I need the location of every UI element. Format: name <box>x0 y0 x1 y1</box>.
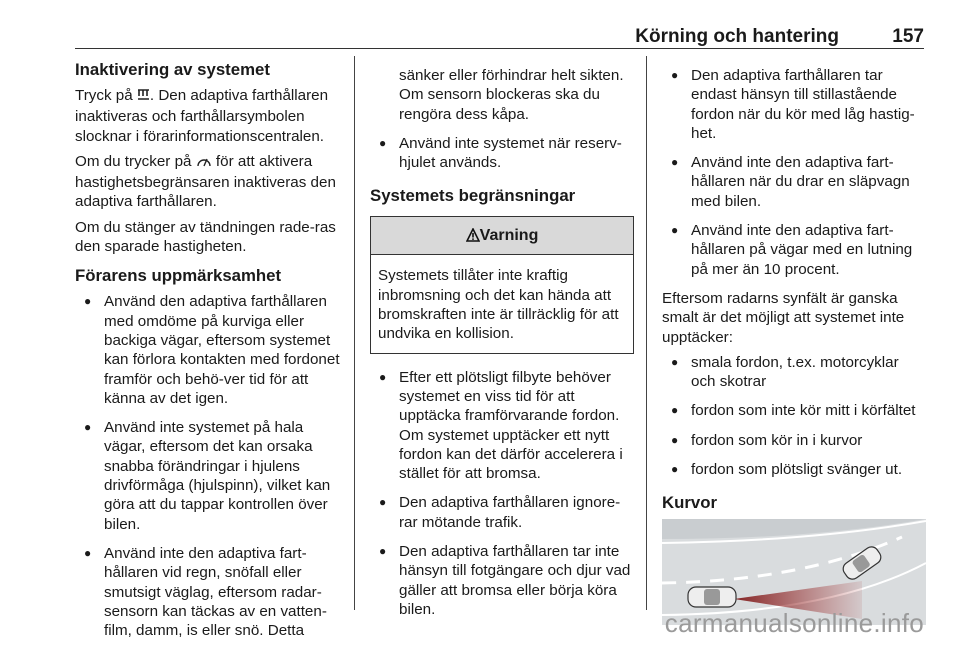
speed-limiter-icon <box>196 154 212 173</box>
list-item: ● Använd inte den adaptiva fart-hållaren när du drar en släpvagn med bilen. <box>662 153 926 211</box>
paragraph-speed-limiter: Om du trycker på för att aktivera hastighetsbegränsaren inaktiveras den adaptiva farthållaren. <box>75 152 336 211</box>
warning-triangle-icon <box>466 219 480 256</box>
list-item: ● Den adaptiva farthållaren tar inte hänsyn till fotgängare och djur vad gäller att bromsa eller börja köra bilen. <box>370 542 634 619</box>
list-item: ● Använd inte systemet när reserv-hjulet används. <box>370 134 634 173</box>
list-item: ● Efter ett plötsligt filbyte behöver systemet en viss tid för att upptäcka framförvarande fordon. Om systemet upptäcker ett nytt fordon kan det därför accelerera i stället för att bromsa. <box>370 368 634 484</box>
warning-box <box>370 216 634 353</box>
paragraph-ignition: Om du stänger av tändningen rade-ras den sparade hastigheten. <box>75 218 336 256</box>
heading-curves: Kurvor <box>662 493 718 513</box>
list-item: ● Använd inte den adaptiva fart-hållaren på vägar med en lutning på mer än 10 procent. <box>662 221 926 279</box>
column-divider-2 <box>646 56 647 610</box>
header-rule <box>75 48 924 49</box>
column-2 <box>370 66 634 629</box>
list-item-continued: sänker eller förhindrar helt sikten. Om sensorn blockeras ska du rengöra dess kåpa. <box>399 67 624 123</box>
own-car-icon <box>688 587 736 607</box>
attention-bullet-list <box>75 292 345 640</box>
warning-text: Systemets tillåter inte kraftig inbromsning och det kan hända att bromskraften inte är tillräcklig för att undvika en kollision. <box>378 267 619 343</box>
page-header <box>75 22 924 48</box>
cruise-cancel-icon <box>137 88 150 107</box>
heading-system-limits: Systemets begränsningar <box>370 186 576 206</box>
list-item: ● fordon som inte kör mitt i körfältet <box>662 401 926 420</box>
column-3 <box>662 66 926 625</box>
section-title: Körning och hantering <box>635 26 839 47</box>
list-item: ● Använd den adaptiva farthållaren med omdöme på kurviga eller backiga vägar, eftersom systemet kan förlora kontakten med fordonet framför och behö-ver tid för att känna av det igen. <box>75 292 345 408</box>
radar-bullet-list <box>662 353 926 479</box>
limits-bullet-list <box>370 368 634 620</box>
list-item: ● fordon som plötsligt svänger ut. <box>662 460 926 479</box>
list-item: ● Den adaptiva farthållaren ignore-rar mötande trafik. <box>370 493 634 532</box>
column-1 <box>75 60 345 650</box>
heading-driver-attention: Förarens uppmärksamhet <box>75 266 282 286</box>
list-item: ● fordon som kör in i kurvor <box>662 431 926 450</box>
list-item: ● Använd inte systemet på hala vägar, eftersom det kan orsaka snabba förändringar i hjulens drivförmåga (hjulspinn), vilket kan göra att du tappar kontrollen över bilen. <box>75 418 345 534</box>
column-divider-1 <box>354 56 355 610</box>
continued-bullet-list <box>370 66 634 172</box>
list-item: ● Använd inte den adaptiva fart-hållaren vid regn, snöfall eller smutsigt väglag, eftersom radar-sensorn kan täckas av en vatten-film, damm, is eller snö. Detta <box>75 544 345 640</box>
page-number: 157 <box>892 26 924 47</box>
list-item: ● smala fordon, t.ex. motorcyklar och skotrar <box>662 353 926 392</box>
warning-title: Varning <box>479 227 539 245</box>
warning-header <box>371 217 633 255</box>
watermark: carmanualsonline.info <box>664 608 924 638</box>
list-item: ● Den adaptiva farthållaren tar endast hänsyn till stillastående fordon när du kör med låg hastig-het. <box>662 66 926 143</box>
usage-bullet-list <box>662 66 926 279</box>
paragraph-cancel-button: Tryck på . Den adaptiva farthållaren inaktiveras och farthållarsymbolen slocknar i förarinformationscentralen. <box>75 87 329 145</box>
heading-inactivation: Inaktivering av systemet <box>75 60 270 79</box>
paragraph-radar-field: Eftersom radarns synfält är ganska smalt är det möjligt att systemet inte upptäcker: <box>662 289 905 346</box>
